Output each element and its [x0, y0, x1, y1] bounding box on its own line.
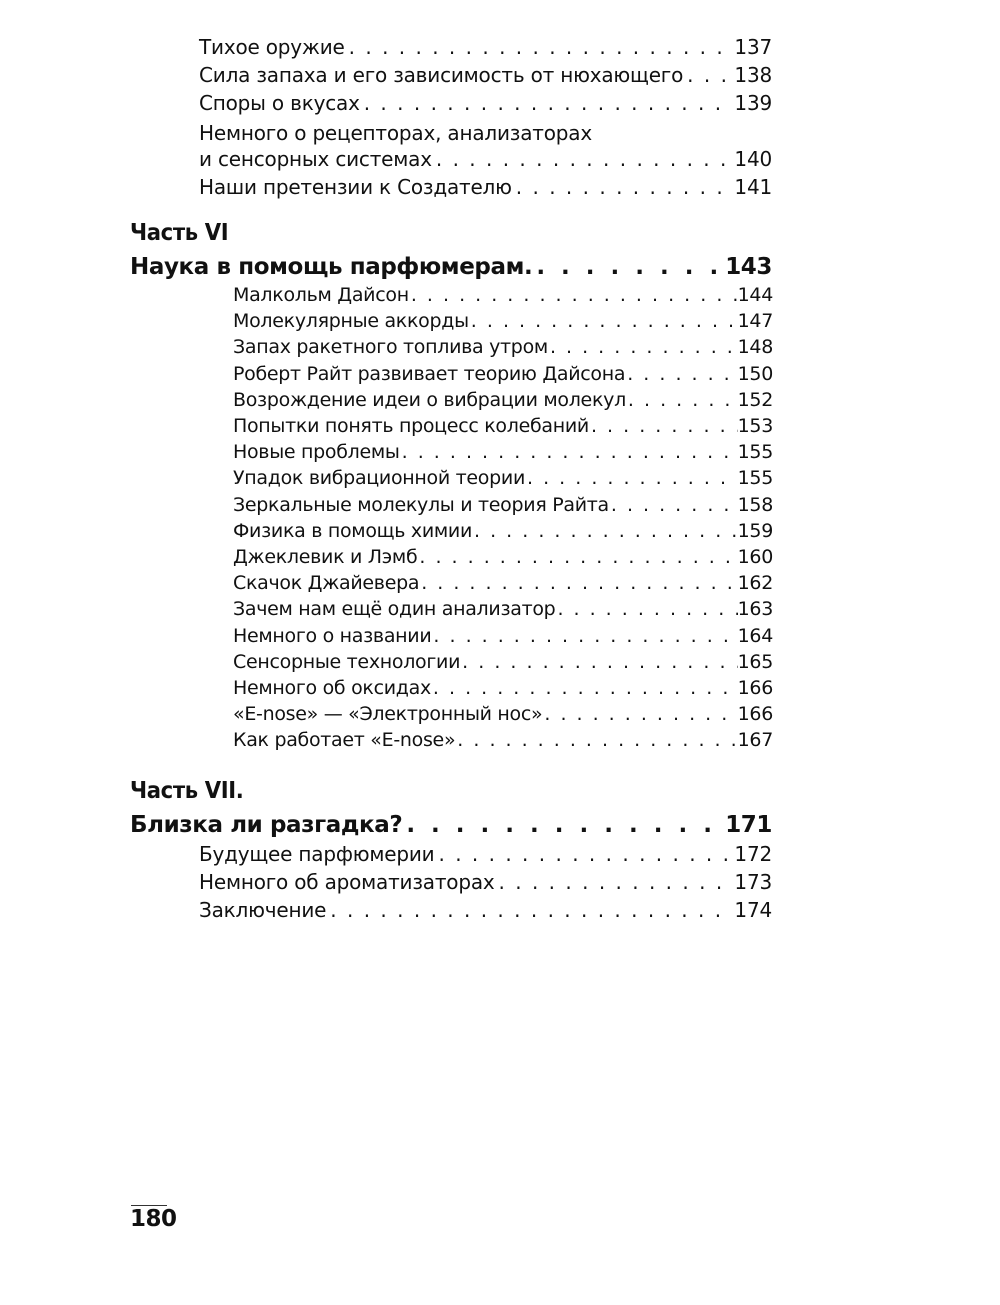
toc-subentry[interactable]: [233, 336, 773, 362]
toc-subentry-title: Возрождение идеи о вибрации молекул: [233, 388, 626, 411]
toc-subentry-page: 150: [737, 362, 773, 385]
part-heading-page: 143: [725, 254, 772, 280]
dot-leader: [516, 175, 731, 199]
toc-entry-page: 140: [734, 147, 772, 171]
toc-entry[interactable]: [199, 898, 772, 926]
toc-entry-title: Споры о вкусах: [199, 91, 360, 115]
page-number: 180: [130, 1206, 177, 1232]
toc-subentry-page: 165: [737, 650, 773, 673]
toc-subentry[interactable]: [233, 520, 773, 546]
dot-leader: [406, 812, 721, 838]
toc-subentry[interactable]: [233, 729, 773, 755]
toc-subentry-page: 155: [737, 441, 773, 464]
toc-subentry[interactable]: [233, 677, 773, 703]
dot-leader: [471, 310, 738, 332]
dot-leader: [591, 415, 738, 437]
toc-subentry-title: Скачок Джайевера: [233, 572, 420, 595]
dot-leader: [364, 91, 731, 115]
dot-leader: [536, 254, 721, 280]
dot-leader: [544, 703, 737, 725]
toc-entry-title: Немного об ароматизаторах: [199, 870, 495, 894]
toc-subentry-title: Физика в помощь химии: [233, 519, 473, 542]
toc-subentry-page: 164: [737, 624, 773, 647]
toc-subentry-title: Как работает «E-nose»: [233, 729, 456, 752]
toc-entry-page: 174: [734, 898, 772, 922]
toc-subentry-title: Упадок вибрационной теории: [233, 467, 525, 490]
toc-entry-title: Тихое оружие: [199, 35, 345, 59]
toc-subentry-title: Новые проблемы: [233, 441, 400, 464]
toc-subentry-page: 159: [737, 519, 773, 542]
toc-subentry[interactable]: [233, 284, 773, 310]
toc-subentry-title: Малкольм Дайсон: [233, 284, 409, 306]
toc-entry-title: Заключение: [199, 898, 327, 922]
dot-leader: [687, 63, 730, 87]
dot-leader: [330, 898, 730, 922]
part-label: Часть VI: [130, 220, 229, 246]
toc-subentry-page: 152: [737, 388, 773, 411]
toc-subentry[interactable]: [233, 363, 773, 389]
toc-subentry-page: 148: [737, 336, 773, 359]
toc-entry-wrapped[interactable]: [199, 119, 772, 147]
dot-leader: [628, 389, 738, 411]
dot-leader: [611, 494, 738, 516]
toc-subentry[interactable]: [233, 625, 773, 651]
toc-entry[interactable]: [199, 63, 772, 91]
toc-subentry-title: Немного о названии: [233, 624, 432, 647]
dot-leader: [627, 363, 737, 385]
toc-subentry[interactable]: [233, 415, 773, 441]
toc-entry-page: 173: [734, 870, 772, 894]
toc-entry[interactable]: [199, 91, 772, 119]
toc-entry-title: Сила запаха и его зависимость от нюхающего: [199, 63, 684, 87]
dot-leader: [499, 870, 731, 894]
toc-subentry-title: Сенсорные технологии: [233, 650, 461, 673]
toc-subentry[interactable]: [233, 598, 773, 624]
toc-subentry-title: Зеркальные молекулы и теория Райта: [233, 493, 609, 516]
toc-entry[interactable]: [199, 35, 772, 63]
dot-leader: [557, 598, 737, 620]
toc-subentry-page: 155: [737, 467, 773, 490]
toc-entry-title-line2: и сенсорных системах: [199, 147, 432, 171]
dot-leader: [349, 35, 731, 59]
dot-leader: [402, 441, 738, 463]
toc-entry-title: Наши претензии к Создателю: [199, 175, 512, 199]
dot-leader: [411, 284, 738, 306]
toc-subentry-page: 162: [737, 572, 773, 595]
dot-leader: [462, 651, 737, 673]
dot-leader: [433, 677, 738, 699]
part-heading[interactable]: [130, 812, 772, 842]
toc-subentry-page: 158: [737, 493, 773, 516]
toc-entry-title-line1: Немного о рецепторах, анализаторах: [199, 121, 592, 145]
part-heading-title: Близка ли разгадка?: [130, 812, 403, 838]
toc-subentry[interactable]: [233, 546, 773, 572]
toc-subentry-page: 153: [737, 415, 773, 437]
toc-entry-title: Будущее парфюмерии: [199, 842, 435, 866]
dot-leader: [438, 842, 730, 866]
part-label: Часть VII.: [130, 778, 244, 804]
toc-subentry-title: Немного об оксидах: [233, 677, 431, 699]
toc-entry-wrapped-line2[interactable]: [199, 147, 772, 175]
toc-entry-page: 172: [734, 842, 772, 866]
dot-leader: [433, 625, 737, 647]
toc-entry-page: 141: [734, 175, 772, 199]
toc-entry-page: 139: [734, 91, 772, 115]
toc-subentry[interactable]: [233, 441, 773, 467]
dot-leader: [457, 729, 737, 751]
toc-subentry-title: Зачем нам ещё один анализатор: [233, 598, 556, 621]
toc-subentry-title: Джеклевик и Лэмб: [233, 546, 418, 568]
toc-entry[interactable]: [199, 870, 772, 898]
toc-subentry-title: Роберт Райт развивает теорию Дайсона: [233, 362, 626, 385]
toc-subentry-title: Запах ракетного топлива утром: [233, 336, 548, 359]
toc-subentry-title: Молекулярные аккорды: [233, 310, 469, 333]
toc-subentry-page: 167: [737, 729, 773, 752]
toc-subentry[interactable]: [233, 310, 773, 336]
toc-subentry-page: 144: [737, 284, 773, 306]
toc-subentry-page: 160: [737, 546, 773, 568]
toc-subentry-page: 166: [737, 677, 773, 699]
dot-leader: [436, 147, 731, 171]
part-heading-page: 171: [725, 812, 772, 838]
toc-entry[interactable]: [199, 175, 772, 203]
toc-subentry[interactable]: [233, 467, 773, 493]
toc-entry-page: 137: [734, 35, 772, 59]
dot-leader: [474, 520, 738, 542]
toc-subentry-page: 147: [737, 310, 773, 333]
toc-entry-page: 138: [734, 63, 772, 87]
dot-leader: [550, 336, 738, 358]
toc-subentry[interactable]: [233, 572, 773, 598]
toc-entry[interactable]: [199, 842, 772, 870]
toc-subentry[interactable]: [233, 494, 773, 520]
dot-leader: [527, 467, 738, 489]
toc-subentry-title: «E-nose» — «Электронный нос»: [233, 703, 543, 726]
toc-subentry-title: Попытки понять процесс колебаний: [233, 415, 589, 437]
toc-subentry[interactable]: [233, 651, 773, 677]
part-heading[interactable]: [130, 254, 772, 284]
toc-subentry[interactable]: [233, 703, 773, 729]
toc-subentry-page: 166: [737, 703, 773, 726]
part-heading-title: Наука в помощь парфюмерам.: [130, 254, 533, 280]
dot-leader: [421, 572, 737, 594]
toc-subentry-page: 163: [737, 598, 773, 621]
toc-subentry[interactable]: [233, 389, 773, 415]
dot-leader: [419, 546, 737, 568]
